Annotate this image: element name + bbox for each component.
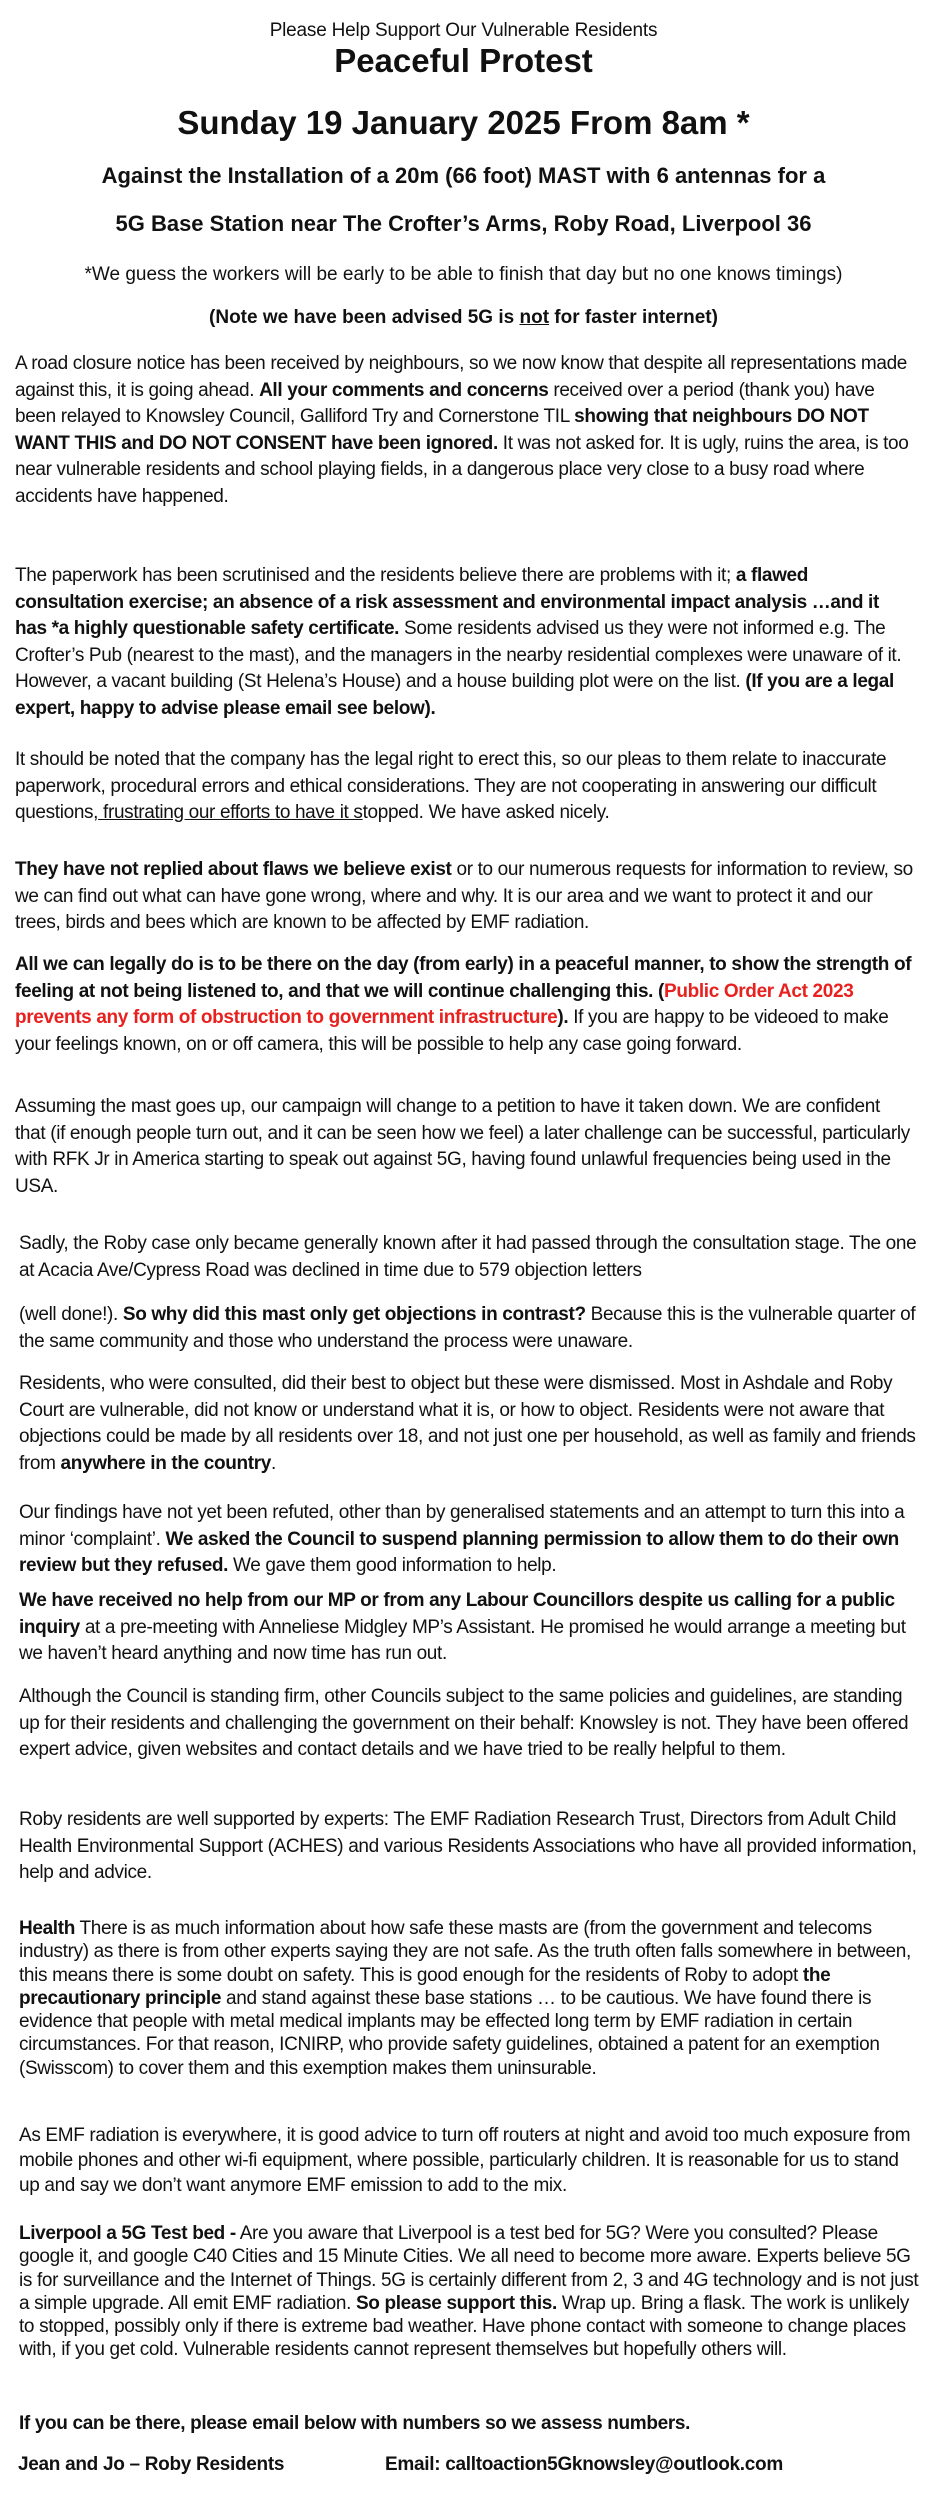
text: Some residents advised us they were not informed e.g. The Crofter’s Pub (nearest to the mast), and the managers in the nearby residential complexes were unaware of it. However, a vacant building (St Helena’s House) and a house building plot were on the list. [15,618,902,693]
paragraph-mp-help [19,1588,919,1668]
bold-text: We have received no help from our MP or from any Labour Councillors despite us calling for a public inquiry [19,1590,895,1638]
bold-text: anywhere in the country [60,1452,272,1474]
bold-text: All we can legally do is to be there on the day (from early) in a peaceful manner, to show the strength of feeling at not being listened to, and that we will continue challenging this. ( [15,954,912,1002]
paragraph-petition [15,1094,915,1200]
paragraph-legal-right [15,747,915,843]
contact-email [385,2454,783,2476]
text: Roby residents are well supported by experts: The EMF Radiation Research Trust, Directors from Adult Child Health Environmental Support (ACHES) and various Residents Associations who have all provided information, help and advice. [19,1809,917,1884]
health-heading: Health [19,1918,75,1939]
text: (well done!). [19,1304,123,1325]
text: topped. We have asked nicely. [362,802,610,824]
text: Residents, who were consulted, did their best to object but these were dismissed. Most in Ashdale and Roby Court are vulnerable, did not know or understand what it is, or how to object. Residents were not aware that objections could be made by all residents over 18, and not just one per household, as well as family and friends from [19,1373,916,1474]
text: We gave them good information to help. [228,1555,557,1577]
text: If you are happy to be videoed to make your feelings known, on or off camera, this will be possible to help any case going forward. [15,1007,889,1055]
bold-text: showing that neighbours DO NOT WANT THIS and DO NOT CONSENT have been ignored. [15,406,869,454]
paragraph-emf-everywhere [19,2123,919,2198]
subtitle-line-1: Against the Installation of a 20m (66 foot) MAST with 6 antennas for a [101,163,826,188]
bold-text: the precautionary principle [19,1964,831,2009]
kicker-line: Please Help Support Our Vulnerable Residents [269,20,658,41]
call-to-action-text: If you can be there, please email below with numbers so we assess numbers. [19,2413,691,2434]
paragraph-liverpool-test-bed [19,2222,919,2362]
bold-text: So please support this. [355,2292,557,2314]
email-address[interactable]: calltoaction5Gknowsley@outlook.com [445,2454,783,2475]
text: The paperwork has been scrutinised and the residents believe there are problems with it; [15,565,736,586]
subtitle-line-2: 5G Base Station near The Crofter’s Arms, Roby Road, Liverpool 36 [115,211,812,236]
text: It was not asked for. It is ugly, ruins the area, is too near vulnerable residents and school playing fields, in a dangerous place very close to a busy road where accidents have happened. [15,432,909,507]
bold-text: We asked the Council to suspend planning permission to allow them to do their own review but they refused. [19,1528,899,1577]
bold-text: (If you are a legal expert, happy to advise please email see below). [15,671,894,719]
page-title: Peaceful Protest [334,42,593,79]
paragraph-roby-case [19,1231,919,1284]
paragraph-findings [19,1500,919,1580]
text: Wrap up. Bring a flask. The work is unlikely to stopped, possibly only if there is extreme bad weather. Have phone contact with someone to change places with, if you get cold. Vulnerable residents cannot represent themselves but hopefully others will. [19,2292,910,2361]
bold-text: a flawed consultation exercise; an absence of a risk assessment and environmental impact analysis …and it has *a highly questionable safety certificate. [15,565,879,640]
note-prefix: (Note we have been advised 5G is [209,307,520,328]
note-suffix: for faster internet) [549,307,718,328]
text: There is as much information about how safe these masts are (from the government and telecoms industry) as there is from other experts saying they are not safe. As the truth often falls somewhere in between, this means there is some doubt on safety. This is good enough for the residents of Roby to adopt [19,1918,911,1986]
text: Assuming the mast goes up, our campaign will change to a petition to have it taken down. We are confident that (if enough people turn out, and it can be seen how we feel) a later challenge can be successful, particularly with RFK Jr in America starting to speak out against 5G, having found unlawful frequencies being used in the USA. [15,1096,910,1197]
text: Although the Council is standing firm, other Councils subject to the same policies and guidelines, are standing up for their residents and challenging the government on their behalf: Knowsley is not. They have been offered expert advice, given websites and contact details and we have tried to be really helpful to them. [19,1686,909,1761]
text: Sadly, the Roby case only became generally known after it had passed through the consultation stage. The one at Acacia Ave/Cypress Road was declined in time due to 579 objection letters [19,1233,917,1281]
note-underlined-word: not [519,307,550,328]
underlined-text: frustrating our efforts to have it s [98,802,363,824]
paragraph-council-standing-firm [19,1684,919,1764]
text: Because this is the vulnerable quarter of the same community and those who understand the process were unaware. [19,1304,916,1352]
paragraph-paperwork [15,563,915,723]
bold-text: All your comments and concerns [259,379,549,401]
email-label: Email: [385,2454,446,2475]
text: Our findings have not yet been refuted, other than by generalised statements and an attempt to turn this into a minor ‘complaint’. [19,1502,905,1550]
paragraph-expert-support [19,1807,919,1887]
text: As EMF radiation is everywhere, it is good advice to turn off routers at night and avoid too much exposure from mobile phones and other wi-fi equipment, where possible, particularly children. It is reasonable for us to stand up and say we don’t want anymore EMF emission to add to the mix. [19,2125,911,2196]
call-to-action [19,2411,919,2438]
text: . [271,1452,276,1474]
text: and stand against these base stations … to be cautious. We have found there is evidence that people with metal medical implants may be effected long term by EMF radiation in certain circumstances. For that reason, ICNIRP, who provide safety guidelines, obtained a patent for an exemption (Swisscom) to cover them and this exemption makes them uninsurable. [19,1987,880,2079]
paragraph-objections-contrast [19,1302,919,1355]
paragraph-road-closure [15,351,915,511]
text: It should be noted that the company has the legal right to erect this, so our pleas to them relate to inaccurate paperwork, procedural errors and ethical considerations. They are not cooperating in answering our difficult questions, [15,749,887,824]
paragraph-no-reply [15,857,915,937]
signature-names: Jean and Jo – Roby Residents [18,2454,285,2475]
bold-text: ). [557,1007,569,1029]
bold-text: So why did this mast only get objections in contrast? [122,1304,586,1325]
bold-text: They have not replied about flaws we believe exist [15,859,452,880]
public-order-act-warning: Public Order Act 2023 prevents any form of obstruction to government infrastructure [15,980,854,1029]
text: received over a period (thank you) have been relayed to Knowsley Council, Galliford Try and Cornerstone TIL [15,379,875,428]
text: or to our numerous requests for information to review, so we can find out what can have gone wrong, where and why. It is our area and we want to protect it and our trees, birds and bees which are known to be affected by EMF radiation. [15,859,913,934]
paragraph-health [19,1917,919,2080]
event-date: Sunday 19 January 2025 From 8am * [177,104,750,141]
internet-note [0,307,927,329]
paragraph-residents-consulted [19,1371,919,1477]
timing-footnote: *We guess the workers will be early to be able to finish that day but no one knows timings) [84,264,843,285]
text: Are you aware that Liverpool is a test bed for 5G? Were you consulted? Please google it, and google C40 Cities and 15 Minute Cities. We all need to become more aware. Experts believe 5G is for surveillance and the Internet of Things. 5G is certainly different from 2, 3 and 4G technology and is not just a simple upgrade. All emit EMF radiation. [19,2223,919,2314]
text: A road closure notice has been received by neighbours, so we now know that despite all representations made against this, it is going ahead. [15,353,908,401]
paragraph-legal-protest [15,952,915,1058]
text: at a pre-meeting with Anneliese Midgley MP’s Assistant. He promised he would arrange a meeting but we haven’t heard anything and now time has run out. [19,1616,906,1665]
test-bed-heading: Liverpool a 5G Test bed - [19,2223,236,2244]
